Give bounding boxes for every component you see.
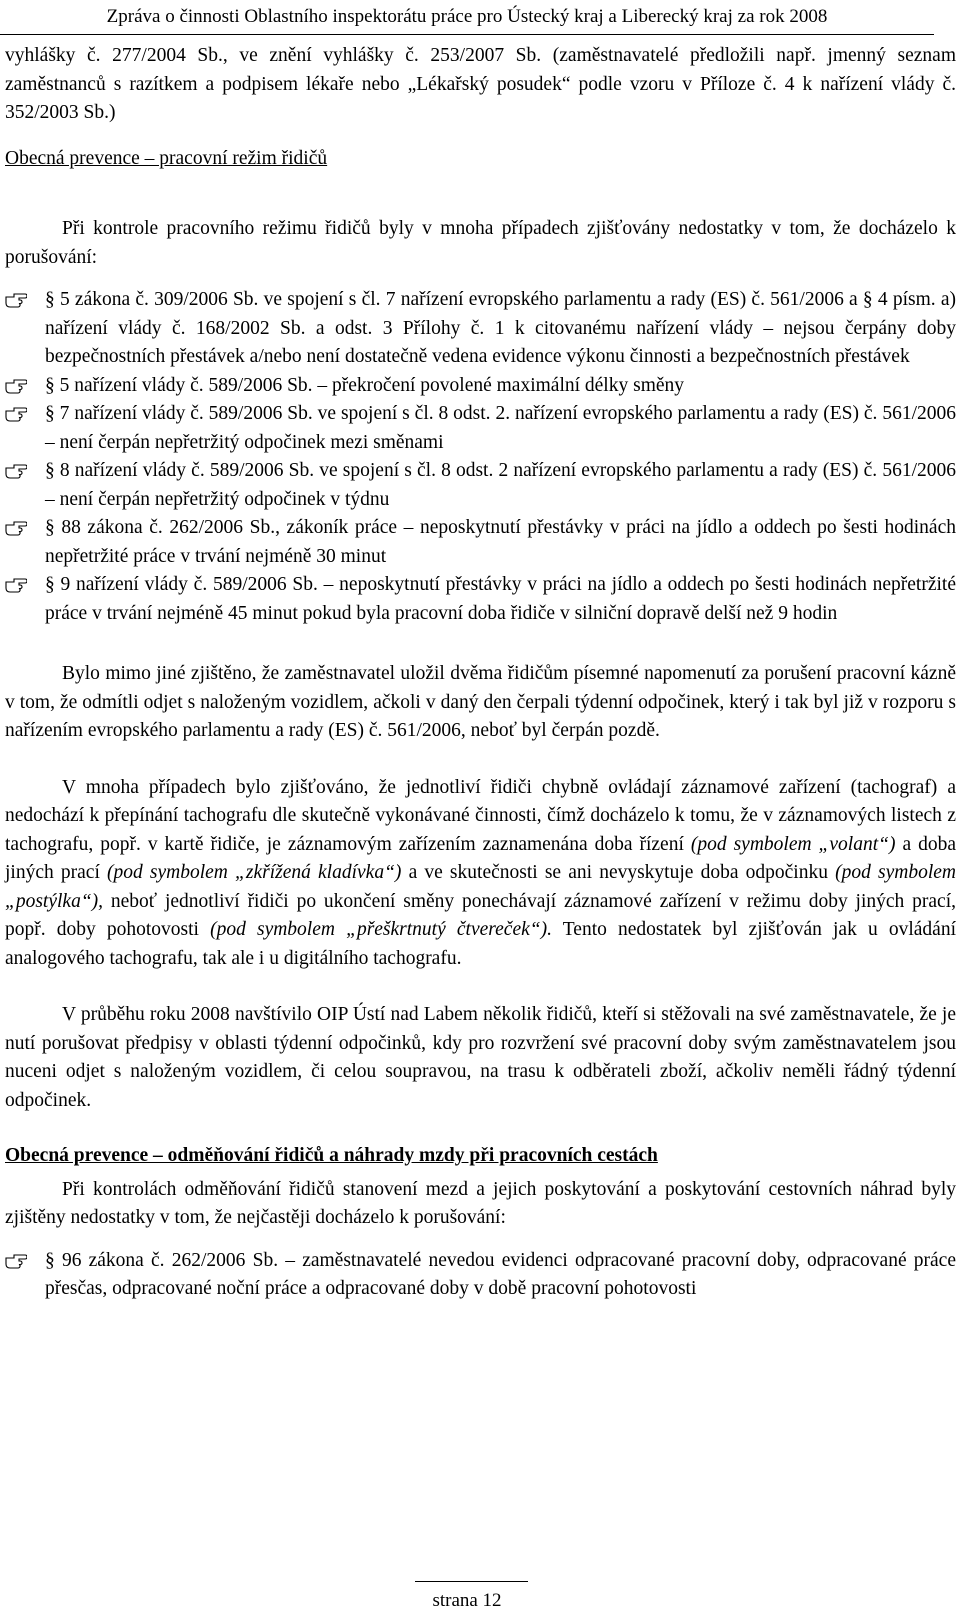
violation-list	[5, 286, 956, 628]
section-heading-remuneration: Obecná prevence – odměňování řidičů a náhrady mzdy při pracovních cestách	[5, 1145, 658, 1166]
paragraph-complaints: V průběhu roku 2008 navštívilo OIP Ústí nad Labem několik řidičů, kteří si stěžovali na své zaměstnavatele, že je nutí porušovat předpisy v oblasti týdenní odpočinků, kdy pro rozvržení své pracovní doby svým zaměstnavatelem jsou nuceni odjet s naloženým vozidlem, či celou soupravou, na trasu k odběrateli zboží, ačkoliv neměli řádný týdenní odpočinek.	[5, 1004, 956, 1111]
section2-lead: Při kontrolách odměňování řidičů stanovení mezd a jejich poskytování a poskytování cestovních náhrad byly zjištěny nedostatky v tom, že nejčastěji docházelo k porušování:	[5, 1178, 956, 1228]
paragraph-reprimand: Bylo mimo jiné zjištěno, že zaměstnavatel uložil dvěma řidičům písemné napomenutí za porušení pracovní kázně v tom, že odmítli odjet s naloženým vozidlem, ačkoli v daný den čerpali týdenní odpočinek, který i tak byl již v rozporu s nařízením evropského parlamentu a rady (ES) č. 561/2006, neboť byl čerpán pozdě.	[5, 663, 956, 741]
list-item: § 9 nařízení vlády č. 589/2006 Sb. – neposkytnutí přestávky v práci na jídlo a oddech po šesti hodinách nepřetržité práce v trvání nejméně 45 minut pokud byla pracovní doba řidiče v silniční dopravě delší než 9 hodin	[5, 571, 956, 628]
pointing-hand-icon	[5, 291, 27, 309]
pointing-hand-icon	[5, 1252, 27, 1270]
page-number: strana 12	[432, 1590, 502, 1611]
section1-lead: Při kontrole pracovního režimu řidičů byly v mnoha případech zjišťovány nedostatky v tom, že docházelo k porušování:	[5, 218, 956, 268]
section-heading-work-regime: Obecná prevence – pracovní režim řidičů	[5, 147, 328, 169]
list-item: § 88 zákona č. 262/2006 Sb., zákoník práce – neposkytnutí přestávky v práci na jídlo a oddech po šesti hodinách nepřetržité práce v trvání nejméně 30 minut	[5, 514, 956, 571]
remuneration-violation-list	[5, 1247, 956, 1304]
footer-divider	[415, 1581, 528, 1582]
list-item: § 5 zákona č. 309/2006 Sb. ve spojení s čl. 7 nařízení evropského parlamentu a rady (ES) č. 561/2006 a § 4 písm. a) nařízení vlády č. 168/2002 Sb. a odst. 3 Přílohy č. 1 k citovanému nařízení vlády – nejsou čerpány doby bezpečnostních přestávek a/nebo není dostatečně vedena evidence výkonu činnosti a bezpečnostních přestávek	[5, 286, 956, 372]
pointing-hand-icon	[5, 405, 27, 423]
paragraph-tachograph: V mnoha případech bylo zjišťováno, že jednotliví řidiči chybně ovládají záznamové zařízení (tachograf) a nedochází k přepínání tachografu dle skutečně vykonávané činnosti, čímž docházelo k tomu, že v záznamových listech z tachografu, popř. v kartě řidiče, je záznamovým zařízením zaznamenána doba řízení (pod symbolem „volant“) a doba jiných prací (pod symbolem „zkřížená kladívka“) a ve skutečnosti se ani nevyskytuje doba odpočinku (pod symbolem „postýlka“), neboť jednotliví řidiči po ukončení směny ponechávají záznamové zařízení v režimu doby jiných prací, popř. doby pohotovosti (pod symbolem „přeškrtnutý čtvereček“). Tento nedostatek byl zjišťován jak u ovládání analogového tachografu, tak ale i u digitálního tachografu.	[5, 776, 957, 969]
list-item: § 7 nařízení vlády č. 589/2006 Sb. ve spojení s čl. 8 odst. 2. nařízení evropského parlamentu a rady (ES) č. 561/2006 – není čerpán nepřetržitý odpočinek mezi směnami	[5, 400, 956, 457]
pointing-hand-icon	[5, 519, 27, 537]
list-item: § 5 nařízení vlády č. 589/2006 Sb. – překročení povolené maximální délky směny	[5, 372, 956, 401]
pointing-hand-icon	[5, 576, 27, 594]
page-header: Zpráva o činnosti Oblastního inspektorátu práce pro Ústecký kraj a Liberecký kraj za rok 2008	[0, 5, 934, 35]
pointing-hand-icon	[5, 377, 27, 395]
document-body	[5, 42, 956, 1304]
list-item: § 96 zákona č. 262/2006 Sb. – zaměstnavatelé nevedou evidenci odpracované pracovní doby, odpracované práce přesčas, odpracované noční práce a odpracované doby v době pracovní pohotovosti	[5, 1247, 956, 1304]
pointing-hand-icon	[5, 462, 27, 480]
list-item: § 8 nařízení vlády č. 589/2006 Sb. ve spojení s čl. 8 odst. 2 nařízení evropského parlamentu a rady (ES) č. 561/2006 – není čerpán nepřetržitý odpočinek v týdnu	[5, 457, 956, 514]
intro-paragraph: vyhlášky č. 277/2004 Sb., ve znění vyhlášky č. 253/2007 Sb. (zaměstnavatelé předložili např. jmenný seznam zaměstnanců s razítkem a podpisem lékaře nebo „Lékařský posudek“ podle vzoru v Příloze č. 4 k nařízení vlády č. 352/2003 Sb.)	[5, 45, 956, 123]
